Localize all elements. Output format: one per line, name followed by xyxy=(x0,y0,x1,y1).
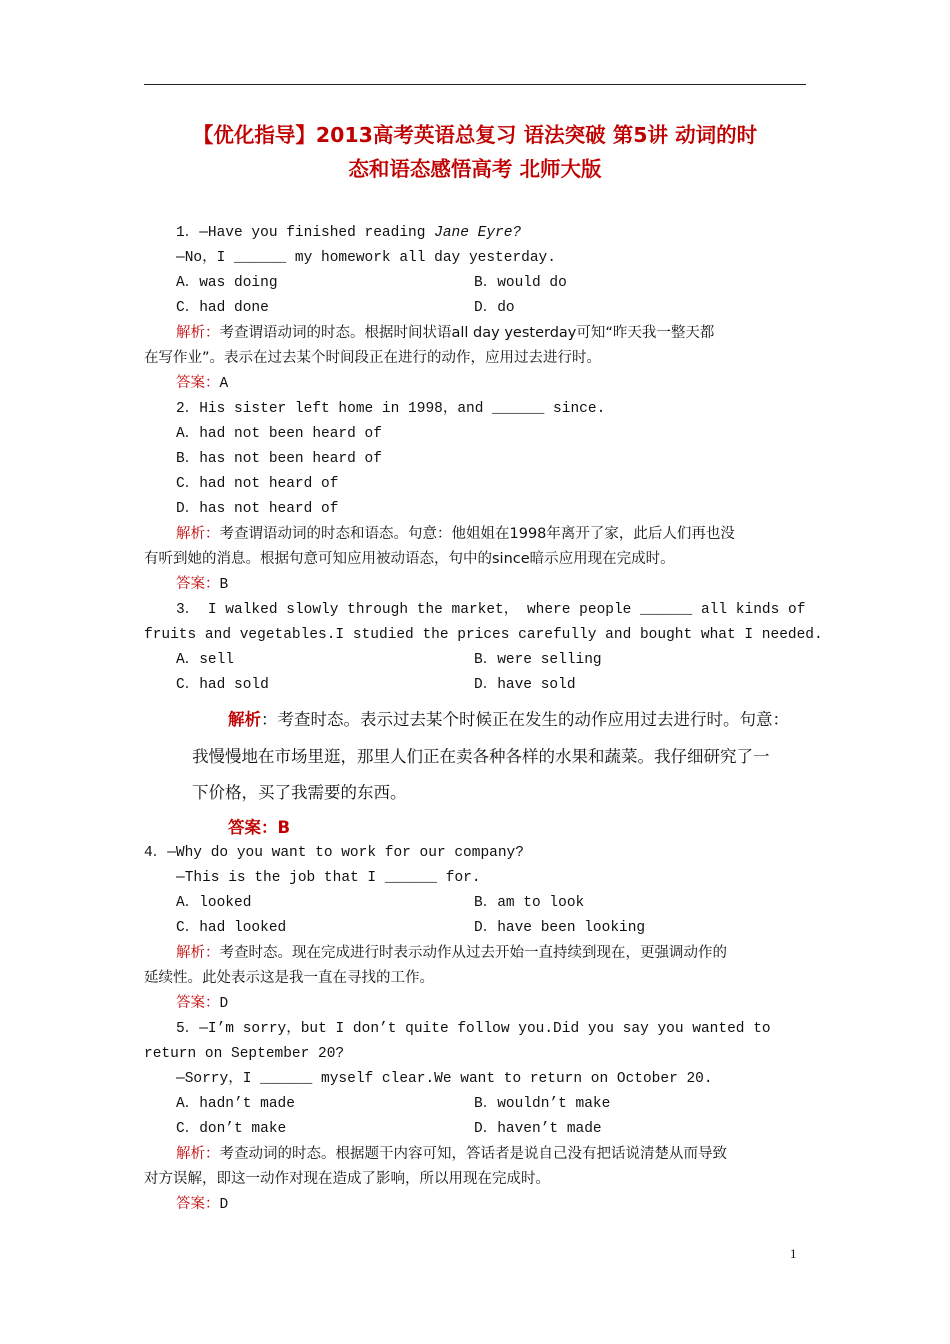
document-title xyxy=(144,118,806,186)
q2-option-c: C．had not heard of xyxy=(176,476,339,492)
q5-stem: 5．—I’m sorry，but I don’t quite follow you.Did you say you wanted to xyxy=(176,1021,771,1037)
q1-option-d: D．do xyxy=(474,300,515,316)
q4-option-c: C．had looked xyxy=(176,920,287,936)
q5-stem-cont: return on September 20? xyxy=(144,1046,345,1062)
title-line-2: 态和语态感悟高考 北师大版 xyxy=(348,157,602,181)
q4-explanation-cont: 延续性。此处表示这是我一直在寻找的工作。 xyxy=(144,970,434,986)
q4-answer: 答案：D xyxy=(176,995,229,1012)
q4-options-row1 xyxy=(176,891,806,916)
q5-answer: 答案：D xyxy=(176,1196,229,1213)
header-rule xyxy=(144,84,806,85)
q1-explanation: 解析：考查谓语动词的时态。根据时间状语all day yesterday可知“昨天我一整天都 xyxy=(176,325,715,341)
q4-option-d: D．have been looking xyxy=(474,920,646,936)
q3-explanation-handwritten-2: 我慢慢地在市场里逛，那里人们正在卖各种各样的水果和蔬菜。我仔细研究了一 xyxy=(192,747,770,766)
q5-option-b: B．wouldn’t make xyxy=(474,1096,611,1112)
q5-option-a: A．hadn’t made xyxy=(176,1096,295,1112)
q4-explanation: 解析：考查时态。现在完成进行时表示动作从过去开始一直持续到现在，更强调动作的 xyxy=(176,945,727,961)
q2-explanation: 解析：考查谓语动词的时态和语态。句意：他姐姐在1998年离开了家，此后人们再也没 xyxy=(176,526,735,542)
q5-explanation-cont: 对方误解，即这一动作对现在造成了影响，所以用现在完成时。 xyxy=(144,1171,550,1187)
q3-options-row2 xyxy=(176,673,806,698)
q1-option-a: A．was doing xyxy=(176,275,278,291)
q3-option-c: C．had sold xyxy=(176,677,269,693)
q1-options-row2 xyxy=(176,296,806,321)
q4-stem-reply: —This is the job that I ______ for. xyxy=(176,870,481,886)
q4-option-b: B．am to look xyxy=(474,895,585,911)
q3-option-a: A．sell xyxy=(176,652,235,668)
q3-option-d: D．have sold xyxy=(474,677,576,693)
q4-stem: 4．—Why do you want to work for our company? xyxy=(144,845,524,861)
q5-option-c: C．don’t make xyxy=(176,1121,287,1137)
q1-options-row1 xyxy=(176,271,806,296)
q5-options-row1 xyxy=(176,1092,806,1117)
q2-stem: 2．His sister left home in 1998，and ______ since. xyxy=(176,401,606,417)
q4-options-row2 xyxy=(176,916,806,941)
q3-option-b: B．were selling xyxy=(474,652,602,668)
q3-options-row1 xyxy=(176,648,806,673)
q2-option-d: D．has not heard of xyxy=(176,501,339,517)
q1-explanation-cont: 在写作业”。表示在过去某个时间段正在进行的动作，应用过去进行时。 xyxy=(144,350,602,366)
q2-option-b: B．has not been heard of xyxy=(176,451,382,467)
q1-option-c: C．had done xyxy=(176,300,269,316)
q3-explanation-handwritten: 解析：考查时态。表示过去某个时候正在发生的动作应用过去进行时。句意： xyxy=(228,710,789,729)
q1-stem-reply: —No，I ______ my homework all day yesterday. xyxy=(176,250,556,266)
q3-answer-handwritten: 答案：B xyxy=(228,818,291,837)
q1-answer: 答案：A xyxy=(176,375,229,392)
page-number: 1 xyxy=(790,1246,797,1261)
q2-option-a: A．had not been heard of xyxy=(176,426,382,442)
q2-answer: 答案：B xyxy=(176,576,229,593)
q4-option-a: A．looked xyxy=(176,895,252,911)
q3-stem: 3． I walked slowly through the market， where people ______ all kinds of xyxy=(176,602,806,618)
q5-options-row2 xyxy=(176,1117,806,1142)
q2-explanation-cont: 有听到她的消息。根据句意可知应用被动语态，句中的since暗示应用现在完成时。 xyxy=(144,551,675,567)
q5-stem-reply: —Sorry，I ______ myself clear.We want to return on October 20. xyxy=(176,1071,713,1087)
q3-explanation-handwritten-3: 下价格，买了我需要的东西。 xyxy=(192,783,407,802)
q5-explanation: 解析：考查动词的时态。根据题干内容可知，答话者是说自己没有把话说清楚从而导致 xyxy=(176,1146,727,1162)
q1-option-b: B．would do xyxy=(474,275,567,291)
q5-option-d: D．haven’t made xyxy=(474,1121,602,1137)
q1-stem: 1．—Have you finished reading Jane Eyre? xyxy=(176,225,522,241)
q3-stem-cont: fruits and vegetables.I studied the prices carefully and bought what I needed. xyxy=(144,627,823,643)
title-line-1: 【优化指导】2013高考英语总复习 语法突破 第5讲 动词的时 xyxy=(192,123,758,147)
